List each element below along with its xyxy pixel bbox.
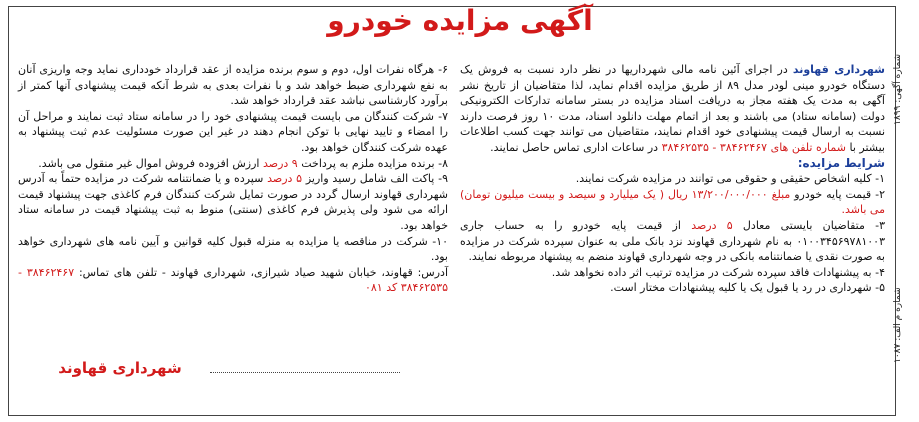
condition-8-prefix: ۸- برنده مزایده ملزم به پرداخت — [297, 156, 448, 170]
side-strip — [893, 10, 915, 414]
condition-3-text: از قیمت پایه خودرو را به حساب جاری ۰۱۰۰۳۴۵۶۹۷۸۱۰۰۳ به نام شهرداری قهاوند نزد بانک ملی به عنوان سپرده شرکت در مزایده به صورت نقدی یا ضمانتنامه بانکی در وجه شهرداری قهاوند منضم به پیشنهاد مربوطه نمایند. — [460, 218, 885, 264]
condition-7: ۷- شرکت کنندگان می بایست قیمت پیشنهادی خود را در سامانه ستاد ثبت نمایند و مراحل آن را امضاء و تایید نهایی با توکن انجام دهند در غیر این صورت مسئولیت عدم ثبت پیشنهاد به عهده شرکت کنندگان خواهد بود. — [18, 109, 448, 154]
condition-2-prefix: ۲- قیمت پایه خودرو — [790, 187, 885, 201]
condition-9-text: سپرده و یا ضمانتنامه شرکت در مزایده حتماً به آدرس شهرداری قهاوند ارسال گردد در صورت تمایل شرکت کنندگان فرم کاغذی جهت پیشنهاد قیمت ارائه می شود ولی پذیرش فرم کاغذی (سنتی) منوط به ثبت پیشنهاد قیمت در سامانه ستاد خواهد بود. — [18, 172, 448, 232]
condition-2-price: مبلغ ۱۳/۲۰۰/۰۰۰/۰۰۰ ریال ( یک میلیارد و سیصد و بیست میلیون تومان) می باشد. — [460, 187, 885, 217]
condition-3-percent: ۵ درصد — [691, 218, 733, 232]
address — [18, 265, 448, 296]
intro-paragraph — [460, 62, 885, 156]
signature: شهرداری قهاوند — [58, 359, 182, 377]
signature-divider — [210, 372, 400, 373]
condition-3-prefix: ۳- متقاضیان بایستی معادل — [732, 218, 885, 232]
address-phones: ۳۸۴۶۲۴۶۷ - ۳۸۴۶۲۵۳۵ کد ۰۸۱ — [18, 265, 448, 295]
condition-2 — [460, 187, 885, 218]
condition-9-prefix: ۹- پاکت الف شامل رسید واریز — [302, 172, 448, 186]
intro-text-end: در ساعات اداری تماس حاصل نمایند. — [490, 140, 662, 154]
intro-text: در اجرای آئین نامه مالی شهرداریها در نظر دارد نسبت به فروش یک دستگاه خودرو مینی لودر مدل ۸۹ از طریق مزایده اقدام نماید، لذا متقاضیان از تاریخ نشر آگهی به مدت یک هفته مجاز به دریافت اسناد مزایده در بستر سامانه تدارکات الکترونیکی دولت (سامانه ستاد) می باشند و بعد از اتمام مهلت دانلود اسناد، مدت ۱۰ روز فرصت دارند نسبت به ارسال قیمت پیشنهادی خود اقدام نمایند، متقاضیان می توانند جهت کسب اطلاعات بیشتر با — [460, 63, 885, 154]
org-name: شهرداری قهاوند — [792, 63, 885, 76]
conditions-title: شرایط مزایده: — [797, 155, 885, 170]
condition-8-text: ارزش افزوده فروش اموال غیر منقول می باشد. — [38, 156, 263, 170]
condition-1: ۱- کلیه اشخاص حقیقی و حقوقی می توانند در مزایده شرکت نمایند. — [575, 172, 885, 186]
intro-phones: شماره تلفن های ۳۸۴۶۲۴۶۷ - ۳۸۴۶۲۵۳۵ — [661, 140, 846, 154]
condition-9 — [18, 171, 448, 233]
condition-10: ۱۰- شرکت در مناقصه یا مزایده به منزله قبول کلیه قوانین و آیین نامه های شهرداری خواهد بود. — [18, 234, 448, 264]
condition-8-percent: ۹ درصد — [262, 156, 298, 170]
condition-8 — [18, 156, 448, 172]
right-column — [460, 62, 885, 296]
condition-5: ۵- شهرداری در رد یا قبول یک یا کلیه پیشنهادات مختار است. — [610, 281, 885, 295]
condition-3 — [460, 218, 885, 265]
left-column — [18, 62, 448, 296]
reference-number: شماره م الف: ۱۰۸۷ — [893, 287, 903, 363]
condition-6: ۶- هرگاه نفرات اول، دوم و سوم برنده مزایده از عقد قرارداد خودداری نماید وجه واریزی آنان به نفع شهرداری ضبط خواهد شد و با نفرات بعدی به شرط آنکه قیمت پیشنهادی آنها کمتر از برآورد کارشناسی نباشد عقد قرارداد خواهد شد. — [18, 63, 448, 108]
condition-9-percent: ۵ درصد — [267, 172, 303, 186]
page-title: آگهی مزایده خودرو — [327, 4, 593, 37]
address-text: آدرس: قهاوند، خیابان شهید صیاد شیرازی، شهرداری قهاوند - تلفن های تماس: — [74, 265, 448, 279]
notice-number: شماره آگهی: ۱۸۹۹ — [893, 53, 903, 125]
condition-4: ۴- به پیشنهادات فاقد سپرده شرکت در مزایده ترتیب اثر داده نخواهد شد. — [551, 265, 885, 279]
